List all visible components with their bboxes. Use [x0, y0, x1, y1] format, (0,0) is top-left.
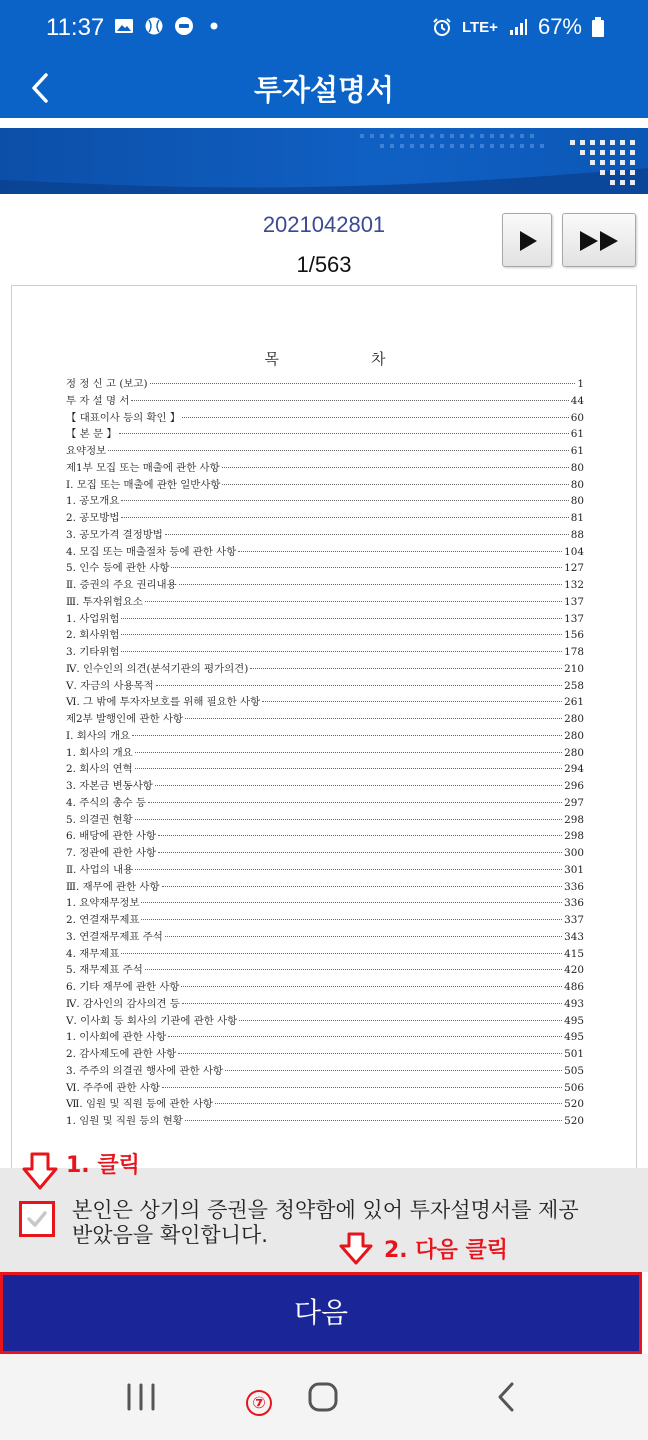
toc-title-char: 차 — [371, 350, 386, 368]
back-icon[interactable] — [490, 1380, 524, 1414]
toc-label: 3. 주주의 의결권 행사에 관한 사항 — [66, 1064, 223, 1077]
toc-label: 4. 재무제표 — [66, 947, 120, 960]
toc-dots — [135, 869, 562, 870]
toc-page: 415 — [564, 947, 584, 960]
toc-dots — [185, 718, 562, 719]
toc-label: Ⅵ. 그 밖에 투자자보호를 위해 필요한 사항 — [66, 696, 261, 709]
toc-dots — [225, 1070, 562, 1071]
toc-label: 투 자 설 명 서 — [66, 394, 130, 407]
toc-dots — [135, 768, 562, 769]
toc-row — [66, 477, 584, 494]
toc-page: 137 — [564, 595, 584, 608]
play-icon — [503, 214, 553, 268]
toc-dots — [145, 601, 562, 602]
toc-page: 44 — [570, 394, 584, 407]
toc-row — [66, 1080, 584, 1097]
toc-page: 61 — [570, 428, 584, 441]
toc-row — [66, 1096, 584, 1113]
toc-dots — [238, 551, 562, 552]
toc-dots — [239, 1020, 562, 1021]
toc-page: 127 — [564, 562, 584, 575]
toc-label: Ⅶ. 임원 및 직원 등에 관한 사항 — [66, 1098, 213, 1111]
toc-page: 493 — [564, 997, 584, 1010]
toc-page: 80 — [570, 478, 584, 491]
toc-row — [66, 912, 584, 929]
toc-page: 506 — [564, 1081, 584, 1094]
toc-row — [66, 611, 584, 628]
toc-dots — [165, 936, 562, 937]
toc-page: 298 — [564, 813, 584, 826]
toc-page: 137 — [564, 612, 584, 625]
toc-label: 정 정 신 고 (보고) — [66, 378, 148, 390]
baseball-icon — [144, 16, 164, 36]
toc-page: 178 — [564, 646, 584, 658]
toc-label: 5. 인수 등에 관한 사항 — [66, 562, 170, 575]
toc-row — [66, 694, 584, 711]
next-page-button[interactable] — [502, 213, 552, 267]
toc-page: 80 — [570, 495, 584, 508]
toc-dots — [162, 1087, 562, 1088]
status-bar — [0, 0, 648, 58]
toc-label: Ⅰ. 모집 또는 매출에 관한 일반사항 — [66, 478, 221, 491]
toc-page: 501 — [564, 1048, 584, 1060]
toc-row — [66, 460, 584, 477]
toc-label: 【 본 문 】 — [66, 428, 117, 441]
toc-page: 420 — [564, 964, 584, 977]
toc-page: 258 — [564, 679, 584, 692]
status-icons-left — [114, 16, 224, 36]
toc-dots — [132, 735, 562, 736]
toc-dots — [121, 634, 562, 635]
toc-page: 156 — [564, 629, 584, 642]
toc-label: 3. 연결재무제표 주석 — [66, 930, 163, 943]
banner-pattern — [0, 128, 648, 194]
toc-row — [66, 946, 584, 963]
step2-annotation: 2. 다음 클릭 — [384, 1238, 508, 1263]
recents-icon[interactable] — [124, 1380, 158, 1414]
toc-dots — [222, 467, 569, 468]
toc-dots — [171, 567, 562, 568]
toc-dots — [131, 400, 568, 401]
next-button[interactable]: 다음 — [0, 1272, 642, 1354]
toc-label: Ⅳ. 감사인의 감사의견 등 — [66, 997, 180, 1010]
toc-list — [66, 376, 584, 1130]
toc-dots — [121, 500, 568, 501]
toc-label: Ⅲ. 투자위험요소 — [66, 595, 143, 608]
toc-row — [66, 627, 584, 644]
toc-label: 요약정보 — [66, 445, 107, 457]
toc-label: 5. 재무제표 주석 — [66, 964, 143, 977]
toc-page: 210 — [564, 662, 584, 675]
toc-dots — [156, 685, 562, 686]
toc-row — [66, 594, 584, 611]
toc-dots — [168, 1036, 562, 1037]
toc-dots — [222, 484, 568, 485]
toc-row — [66, 812, 584, 829]
toc-dots — [121, 517, 568, 518]
toc-label: 6. 기타 재무에 관한 사항 — [66, 981, 180, 993]
toc-row — [66, 845, 584, 862]
toc-dots — [182, 417, 568, 418]
toc-row — [66, 728, 584, 745]
toc-page: 294 — [564, 763, 584, 776]
app-badge-icon — [174, 16, 194, 36]
battery-icon — [592, 17, 604, 37]
toc-row — [66, 577, 584, 594]
toc-label: 7. 정관에 관한 사항 — [66, 847, 157, 859]
android-nav-bar — [0, 1354, 648, 1440]
toc-row — [66, 678, 584, 695]
toc-dots — [182, 1003, 562, 1004]
toc-page: 486 — [564, 981, 584, 993]
toc-page: 104 — [564, 545, 584, 558]
toc-page: 495 — [564, 1031, 584, 1044]
toc-label: 【 대표이사 등의 확인 】 — [66, 411, 181, 424]
toc-page: 300 — [564, 847, 584, 859]
toc-label: Ⅵ. 주주에 관한 사항 — [66, 1081, 160, 1094]
toc-dots — [135, 752, 562, 753]
toc-label: Ⅴ. 이사회 등 회사의 기관에 관한 사항 — [66, 1014, 238, 1027]
toc-page: 337 — [564, 914, 584, 926]
toc-label: 1. 이사회에 관한 사항 — [66, 1031, 167, 1044]
toc-row — [66, 661, 584, 678]
toc-dots — [158, 835, 562, 836]
step-marker: ⑦ — [246, 1390, 272, 1416]
toc-row — [66, 376, 584, 393]
toc-label: 2. 회사의 연혁 — [66, 763, 133, 776]
toc-label: 3. 공모가격 결정방법 — [66, 528, 163, 541]
toc-label: Ⅲ. 재무에 관한 사항 — [66, 880, 160, 893]
toc-row — [66, 778, 584, 795]
toc-dots — [108, 450, 569, 451]
toc-label: 1. 회사의 개요 — [66, 746, 133, 759]
toc-page: 297 — [564, 796, 584, 809]
toc-page: 301 — [564, 863, 584, 876]
toc-row — [66, 1063, 584, 1080]
header-gap — [0, 118, 648, 128]
toc-page: 88 — [570, 528, 584, 541]
toc-dots — [141, 919, 562, 920]
toc-page: 505 — [564, 1064, 584, 1077]
app-header — [0, 58, 648, 118]
toc-row — [66, 560, 584, 577]
toc-dots — [150, 383, 576, 384]
toc-title — [12, 348, 637, 369]
toc-row — [66, 510, 584, 527]
toc-row — [66, 393, 584, 410]
toc-label: 6. 배당에 관한 사항 — [66, 830, 157, 843]
toc-label: Ⅴ. 자금의 사용목적 — [66, 679, 154, 692]
toc-dots — [262, 701, 562, 702]
document-viewer[interactable] — [11, 285, 637, 1185]
confirm-checkbox[interactable] — [19, 1201, 55, 1237]
toc-label: Ⅱ. 사업의 내용 — [66, 863, 134, 876]
toc-label: 2. 공모방법 — [66, 512, 120, 524]
toc-page: 81 — [570, 512, 584, 524]
toc-page: 60 — [570, 411, 584, 424]
toc-page: 1 — [577, 378, 584, 390]
toc-dots — [215, 1103, 562, 1104]
toc-label: 4. 모집 또는 매출절차 등에 관한 사항 — [66, 545, 237, 558]
lte-icon: LTE+ — [461, 18, 498, 36]
toc-row — [66, 1013, 584, 1030]
toc-dots — [119, 433, 569, 434]
toc-row — [66, 1113, 584, 1130]
toc-page: 520 — [564, 1115, 584, 1127]
toc-page: 280 — [564, 713, 584, 725]
toc-row — [66, 862, 584, 879]
status-right — [432, 14, 604, 40]
document-number: 2021042801 — [262, 212, 386, 237]
toc-dots — [121, 651, 562, 652]
toc-row — [66, 761, 584, 778]
toc-page: 296 — [564, 780, 584, 792]
toc-page: 336 — [564, 880, 584, 893]
toc-row — [66, 996, 584, 1013]
fast-forward-icon — [563, 214, 637, 268]
toc-page: 298 — [564, 830, 584, 843]
dot-icon — [204, 16, 224, 36]
toc-label: 2. 감사제도에 관한 사항 — [66, 1048, 177, 1060]
toc-row — [66, 828, 584, 845]
toc-dots — [179, 584, 563, 585]
toc-page: 280 — [564, 729, 584, 742]
toc-label: 1. 임원 및 직원 등의 현황 — [66, 1115, 183, 1127]
toc-row — [66, 1046, 584, 1063]
toc-label: 1. 사업위험 — [66, 612, 120, 625]
toc-dots — [250, 668, 562, 669]
toc-row — [66, 443, 584, 460]
toc-dots — [121, 618, 562, 619]
page-indicator: 1/563 — [296, 252, 352, 277]
toc-label: Ⅱ. 증권의 주요 권리내용 — [66, 579, 177, 591]
toc-row — [66, 795, 584, 812]
toc-label: 5. 의결권 현황 — [66, 813, 133, 826]
toc-row — [66, 426, 584, 443]
toc-dots — [158, 852, 562, 853]
arrow-down-icon — [21, 1152, 59, 1192]
toc-row — [66, 711, 584, 728]
toc-row — [66, 527, 584, 544]
toc-dots — [121, 953, 562, 954]
toc-page: 80 — [570, 461, 584, 474]
toc-label: 제2부 발행인에 관한 사항 — [66, 713, 183, 725]
toc-dots — [148, 802, 562, 803]
toc-dots — [162, 886, 563, 887]
toc-dots — [141, 902, 562, 903]
gallery-icon — [114, 16, 134, 36]
toc-dots — [145, 969, 562, 970]
toc-page: 132 — [564, 579, 584, 591]
toc-page: 61 — [570, 445, 584, 457]
toc-row — [66, 979, 584, 996]
step1-annotation: 1. 클릭 — [66, 1153, 140, 1178]
toc-dots — [135, 819, 562, 820]
toc-dots — [178, 1053, 562, 1054]
toc-row — [66, 1029, 584, 1046]
toc-row — [66, 929, 584, 946]
toc-label: 4. 주식의 총수 등 — [66, 796, 147, 809]
toc-row — [66, 879, 584, 896]
arrow-down-icon — [338, 1232, 374, 1266]
confirm-text: 본인은 상기의 증권을 청약함에 있어 투자설명서를 제공받았음을 확인합니다. — [72, 1198, 579, 1247]
toc-dots — [155, 785, 562, 786]
check-icon — [25, 1207, 49, 1231]
toc-page: 336 — [564, 897, 584, 910]
home-icon[interactable] — [306, 1380, 340, 1414]
toc-dots — [185, 1120, 562, 1121]
battery-percent: 67% — [537, 14, 582, 39]
toc-page: 495 — [564, 1014, 584, 1027]
header-banner — [0, 128, 648, 194]
toc-label: Ⅳ. 인수인의 의견(분석기관의 평가의견) — [66, 662, 249, 675]
toc-label: 3. 자본금 변동사항 — [66, 780, 153, 792]
toc-label: 1. 요약재무정보 — [66, 897, 140, 910]
toc-dots — [181, 986, 562, 987]
toc-dots — [165, 534, 569, 535]
toc-row — [66, 410, 584, 427]
toc-label: 2. 연결재무제표 — [66, 914, 140, 926]
toc-label: Ⅰ. 회사의 개요 — [66, 729, 131, 742]
toc-row — [66, 544, 584, 561]
last-page-button[interactable] — [562, 213, 636, 267]
toc-page: 520 — [564, 1098, 584, 1111]
toc-page: 261 — [564, 696, 584, 709]
toc-title-char: 목 — [264, 350, 279, 368]
toc-row — [66, 493, 584, 510]
toc-label: 1. 공모개요 — [66, 495, 120, 508]
toc-label: 3. 기타위험 — [66, 646, 120, 658]
toc-page: 280 — [564, 746, 584, 759]
toc-row — [66, 895, 584, 912]
toc-label: 2. 회사위험 — [66, 629, 120, 642]
alarm-icon — [432, 17, 452, 37]
page-title: 투자설명서 — [253, 73, 395, 107]
toc-label: 제1부 모집 또는 매출에 관한 사항 — [66, 461, 220, 474]
toc-row — [66, 745, 584, 762]
toc-row — [66, 644, 584, 661]
signal-icon — [508, 17, 528, 37]
status-time: 11:37 — [46, 14, 105, 41]
toc-page: 343 — [564, 930, 584, 943]
toc-row — [66, 962, 584, 979]
